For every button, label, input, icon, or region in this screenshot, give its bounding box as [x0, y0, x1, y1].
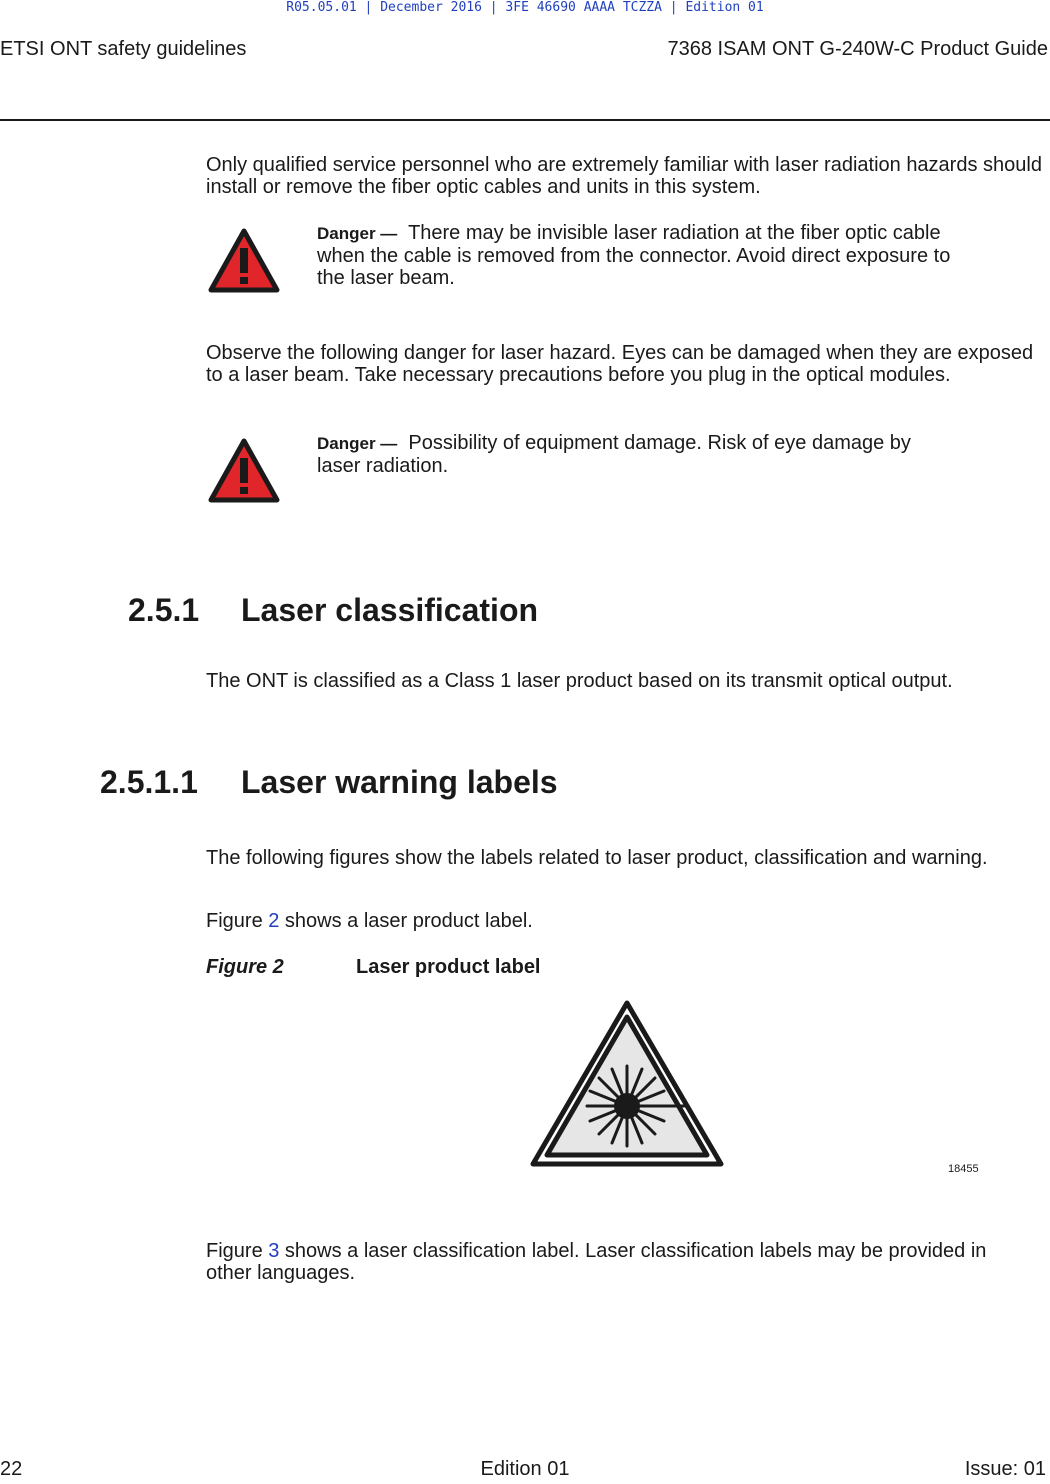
danger-icon: [208, 228, 280, 294]
figure-label: Figure 2: [206, 956, 284, 978]
section-heading-laser-warning-labels: [100, 764, 558, 801]
figure-caption: [206, 956, 541, 979]
figure-3-link[interactable]: 3: [268, 1240, 280, 1262]
laser-classification-paragraph: The ONT is classified as a Class 1 laser product based on its transmit optical output.: [206, 670, 953, 692]
figure-3-reference-paragraph: [206, 1240, 1006, 1284]
danger-text: Possibility of equipment damage. Risk of eye damage by laser radiation.: [317, 432, 911, 477]
text-fragment: Figure: [206, 910, 269, 932]
observe-paragraph: Observe the following danger for laser hazard. Eyes can be damaged when they are exposed to a laser beam. Take necessary precautions before you plug in the optical modules.: [206, 342, 1034, 386]
danger-label: Danger —: [317, 434, 398, 453]
document-revision-mark: R05.05.01 | December 2016 | 3FE 46690 AAAA TCZZA | Edition 01: [286, 0, 764, 15]
figure-2-reference-paragraph: [206, 910, 1050, 932]
text-fragment: shows a laser classification label. Laser classification labels may be provided in other languages.: [206, 1240, 987, 1284]
section-number: 2.5.1: [128, 592, 200, 628]
section-title: Laser warning labels: [241, 764, 558, 800]
danger-text: There may be invisible laser radiation at the fiber optic cable when the cable is removed from the connector. Avoid direct exposure to the laser beam.: [317, 222, 951, 289]
figure-title: Laser product label: [356, 956, 541, 978]
section-title: Laser classification: [241, 592, 539, 628]
text-fragment: shows a laser product label.: [279, 910, 533, 932]
footer-edition: Edition 01: [480, 1458, 570, 1480]
figure-2-link[interactable]: 2: [268, 910, 280, 932]
danger-label: Danger —: [317, 224, 398, 243]
text-fragment: Figure: [206, 1240, 269, 1262]
warning-labels-paragraph: The following figures show the labels related to laser product, classification and warning.: [206, 847, 988, 869]
footer-page-number: 22: [0, 1458, 23, 1480]
section-number: 2.5.1.1: [100, 764, 198, 800]
header-chapter-title: ETSI ONT safety guidelines: [0, 38, 247, 60]
header-document-title: 7368 ISAM ONT G-240W-C Product Guide: [667, 38, 1048, 60]
danger-notice-eye-damage: [317, 432, 957, 477]
header-rule: [0, 119, 1050, 121]
danger-notice-laser-exposure: [317, 222, 957, 289]
figure-id: 18455: [948, 1163, 979, 1175]
intro-paragraph: Only qualified service personnel who are extremely familiar with laser radiation hazards should install or remove the fiber optic cables and units in this system.: [206, 154, 1042, 198]
footer-issue: Issue: 01: [964, 1458, 1046, 1480]
danger-icon: [208, 438, 280, 504]
laser-warning-icon: [528, 998, 726, 1170]
section-heading-laser-classification: [128, 592, 538, 629]
